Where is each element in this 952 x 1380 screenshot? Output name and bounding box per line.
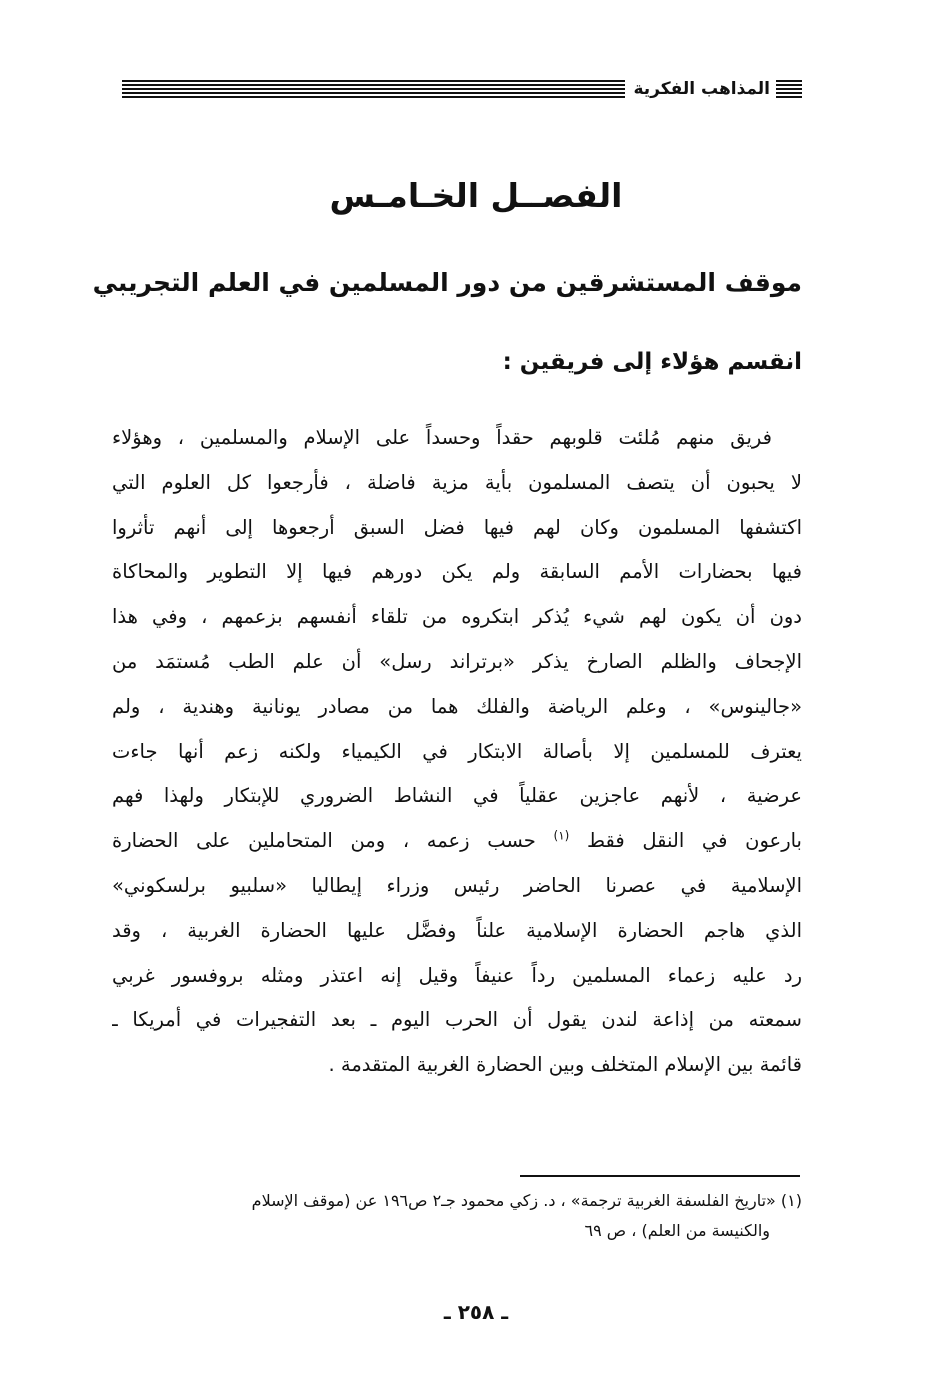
footnote: [112, 1186, 802, 1246]
footnote-line: (١) «تاريخ الفلسفة الغربية ترجمة» ، د. زكي محمود جـ٢ ص١٩٦ عن (موقف الإسلام: [251, 1191, 802, 1210]
body-line: فيها بحضارات الأمم السابقة ولم يكن دورهم فيها إلا التطوير والمحاكاة: [112, 560, 802, 584]
body-line: الإسلامية في عصرنا الحاضر رئيس وزراء إيطاليا «سلبيو برلسكوني»: [112, 873, 802, 897]
running-header-title: المذاهب الفكرية: [633, 79, 770, 99]
body-line: لا يحبون أن يتصف المسلمون بأية مزية فاضلة ، فأرجعوا كل العلوم التي: [112, 470, 802, 494]
body-paragraph: [112, 416, 802, 1088]
body-line: اكتشفها المسلمون وكان لهم فيها فضل السبق أرجعوها إلى أنهم تأثروا: [112, 515, 802, 539]
header-ornament-icon: [776, 80, 802, 98]
body-line: الإجحاف والظلم الصارخ يذكر «برتراند رسل» أن علم الطب مُستمَد من: [112, 649, 802, 673]
body-line: عرضية ، لأنهم عاجزين عقلياً في النشاط الضروري للإبتكار ولهذا فهم: [112, 784, 802, 808]
footnote-divider: [520, 1175, 800, 1177]
body-line-prefix: بارعون في النقل فقط: [587, 829, 802, 853]
body-line: رد عليه زعماء المسلمين رداً عنيفاً وقيل إنه اعتذر ومثله بروفسور غربي: [112, 963, 802, 987]
page-number: ـ ٢٥٨ ـ: [443, 1300, 509, 1324]
body-line: «جالينوس» ، وعلم الرياضة والفلك هما من مصادر يونانية وهندية ، ولم: [112, 694, 802, 718]
body-line: الذي هاجم الحضارة الإسلامية علناً وفضَّل عليها الحضارة الغربية ، وقد: [112, 918, 802, 942]
section-lead: انقسم هؤلاء إلى فريقين :: [502, 349, 802, 375]
header-rule: [122, 80, 625, 98]
body-line: يعترف للمسلمين إلا بأصالة الابتكار في الكيمياء ولكنه زعم أنها جاءت: [112, 739, 802, 763]
footnote-reference[interactable]: (١): [553, 828, 570, 843]
footnote-line: والكنيسة من العلم) ، ص ٦٩: [584, 1221, 770, 1240]
chapter-subtitle: موقف المستشرقين من دور المسلمين في العلم التجريبي: [92, 268, 802, 297]
body-line-suffix: حسب زعمه ، ومن المتحاملين على الحضارة: [112, 829, 536, 853]
body-line: فريق منهم مُلئت قلوبهم حقداً وحسداً على الإسلام والمسلمين ، وهؤلاء: [112, 426, 772, 449]
body-line: سمعته من إذاعة لندن يقول أن الحرب اليوم ـ بعد التفجيرات في أمريكا ـ: [112, 1008, 802, 1032]
body-line: قائمة بين الإسلام المتخلف وبين الحضارة الغربية المتقدمة .: [328, 1053, 802, 1077]
body-line-with-footnote: [112, 819, 802, 864]
chapter-title: الفصــل الخـامـس: [329, 176, 623, 215]
running-header: [122, 76, 802, 102]
body-line: دون أن يكون لهم شيء يُذكر ابتكروه من تلقاء أنفسهم بزعمهم ، وفي هذا: [112, 605, 802, 629]
